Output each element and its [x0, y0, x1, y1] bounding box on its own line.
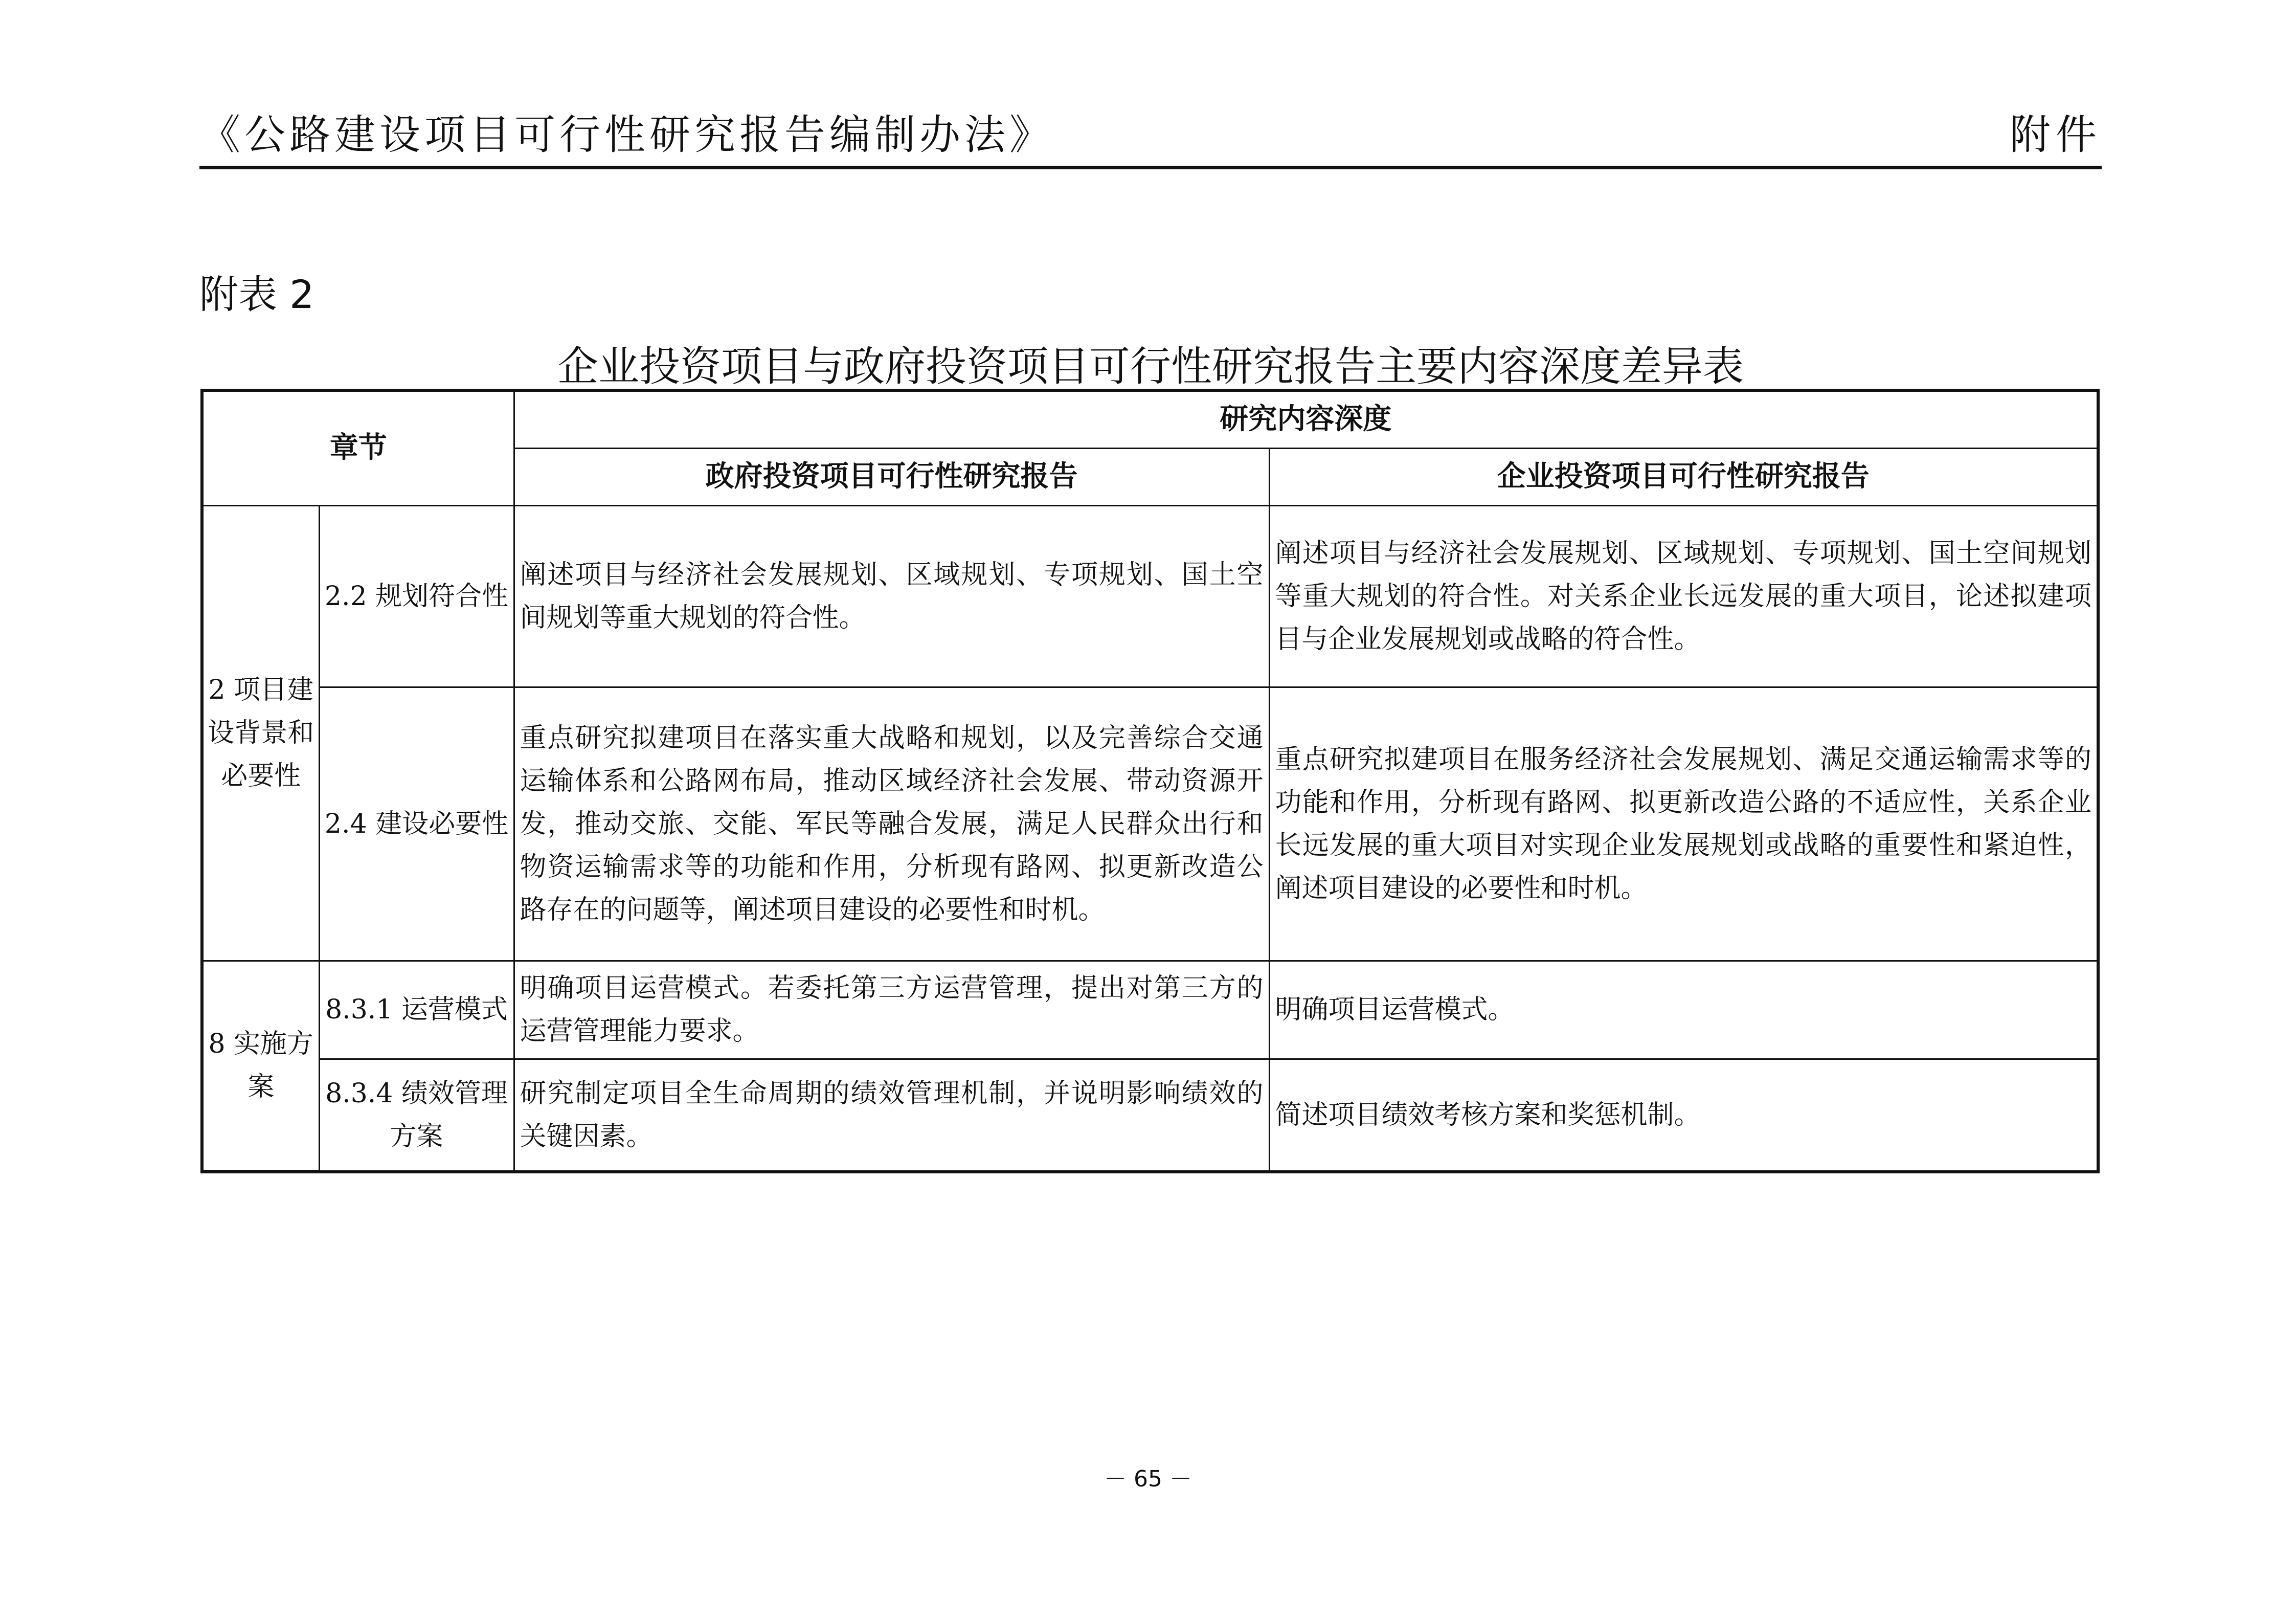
page-header	[199, 111, 2102, 169]
chapter-cell: 2 项目建设背景和必要性	[204, 505, 319, 961]
government-content-cell: 研究制定项目全生命周期的绩效管理机制，并说明影响绩效的关键因素。	[514, 1059, 1269, 1170]
table-row	[204, 505, 2097, 687]
header-enterprise-report: 企业投资项目可行性研究报告	[1269, 448, 2097, 505]
document-title: 《公路建设项目可行性研究报告编制办法》	[199, 111, 1054, 159]
header-chapter: 章节	[204, 392, 514, 505]
comparison-table	[200, 389, 2100, 1173]
header-research-depth: 研究内容深度	[514, 392, 2097, 448]
enterprise-content-cell: 简述项目绩效考核方案和奖惩机制。	[1269, 1059, 2097, 1170]
table-row	[204, 1059, 2097, 1170]
section-cell: 8.3.4 绩效管理方案	[319, 1059, 514, 1170]
table-row	[204, 961, 2097, 1059]
table-header-row	[204, 392, 2097, 448]
enterprise-content-cell: 阐述项目与经济社会发展规划、区域规划、专项规划、国土空间规划等重大规划的符合性。对关系企业长远发展的重大项目，论述拟建项目与企业发展规划或战略的符合性。	[1269, 505, 2097, 687]
section-cell: 2.4 建设必要性	[319, 687, 514, 961]
government-content-cell: 阐述项目与经济社会发展规划、区域规划、专项规划、国土空间规划等重大规划的符合性。	[514, 505, 1269, 687]
government-content-cell: 重点研究拟建项目在落实重大战略和规划，以及完善综合交通运输体系和公路网布局，推动区域经济社会发展、带动资源开发，推动交旅、交能、军民等融合发展，满足人民群众出行和物资运输需求等的功能和作用，分析现有路网、拟更新改造公路存在的问题等，阐述项目建设的必要性和时机。	[514, 687, 1269, 961]
chapter-cell: 8 实施方案	[204, 961, 319, 1170]
page-number: － 65 －	[1104, 1466, 1192, 1492]
enterprise-content-cell: 明确项目运营模式。	[1269, 961, 2097, 1059]
enterprise-content-cell: 重点研究拟建项目在服务经济社会发展规划、满足交通运输需求等的功能和作用，分析现有路网、拟更新改造公路的不适应性，关系企业长远发展的重大项目对实现企业发展规划或战略的重要性和紧迫性，阐述项目建设的必要性和时机。	[1269, 687, 2097, 961]
table-row	[204, 687, 2097, 961]
attachment-label: 附件	[2010, 111, 2102, 159]
appendix-label: 附表 2	[199, 272, 314, 317]
table-title: 企业投资项目与政府投资项目可行性研究报告主要内容深度差异表	[557, 343, 1744, 390]
header-government-report: 政府投资项目可行性研究报告	[514, 448, 1269, 505]
section-cell: 2.2 规划符合性	[319, 505, 514, 687]
government-content-cell: 明确项目运营模式。若委托第三方运营管理，提出对第三方的运营管理能力要求。	[514, 961, 1269, 1059]
section-cell: 8.3.1 运营模式	[319, 961, 514, 1059]
